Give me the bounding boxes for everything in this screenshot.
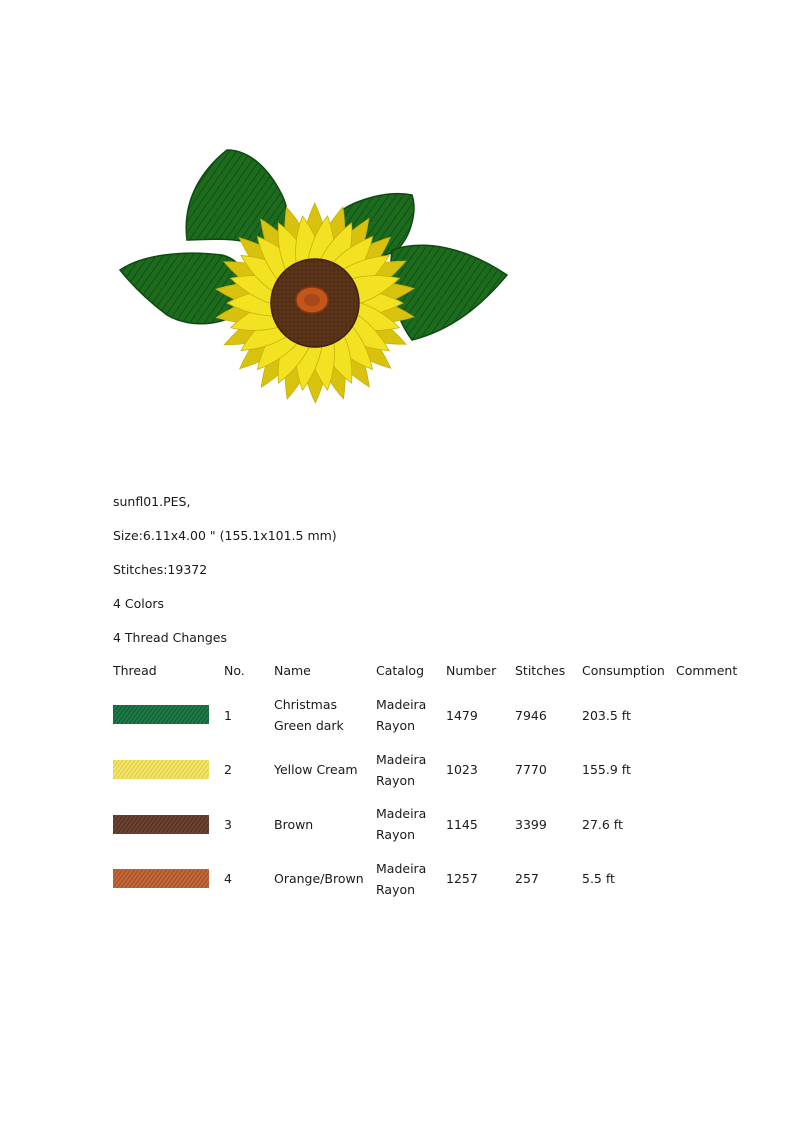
design-file-name: sunfl01.PES, (113, 494, 191, 509)
row-stitches: 7946 (515, 708, 547, 723)
row-consumption: 155.9 ft (582, 762, 631, 777)
row-consumption: 5.5 ft (582, 871, 615, 886)
leaf-right (391, 245, 507, 340)
row-catalog-line2: Rayon (376, 773, 416, 788)
header-name: Name (274, 663, 311, 678)
row-consumption: 203.5 ft (582, 708, 631, 723)
row-name-line1: Orange/Brown (274, 871, 364, 886)
row-stitches: 3399 (515, 817, 547, 832)
row-no: 1 (224, 708, 232, 723)
design-colors: 4 Colors (113, 596, 165, 611)
row-name-line1: Brown (274, 817, 314, 832)
row-number: 1023 (446, 762, 478, 777)
thread-swatch (113, 760, 209, 779)
row-stitches: 257 (515, 871, 539, 886)
design-size: Size:6.11x4.00 " (155.1x101.5 mm) (113, 528, 337, 543)
row-number: 1479 (446, 708, 478, 723)
header-comment: Comment (676, 663, 738, 678)
header-number: Number (446, 663, 497, 678)
row-no: 3 (224, 817, 232, 832)
design-thread-changes: 4 Thread Changes (113, 630, 227, 645)
row-catalog-line2: Rayon (376, 827, 416, 842)
row-number: 1257 (446, 871, 478, 886)
row-name-line2: Green dark (274, 718, 344, 733)
row-catalog-line1: Madeira (376, 697, 427, 712)
row-catalog-line1: Madeira (376, 861, 427, 876)
header-catalog: Catalog (376, 663, 425, 678)
design-stitches: Stitches:19372 (113, 562, 208, 577)
row-number: 1145 (446, 817, 478, 832)
row-name-line1: Christmas (274, 697, 338, 712)
thread-swatch (113, 705, 209, 724)
row-consumption: 27.6 ft (582, 817, 623, 832)
header-consumption: Consumption (582, 663, 665, 678)
thread-swatch (113, 815, 209, 834)
row-no: 2 (224, 762, 232, 777)
header-no: No. (224, 663, 245, 678)
header-thread: Thread (113, 663, 157, 678)
row-catalog-line1: Madeira (376, 752, 427, 767)
row-name-line1: Yellow Cream (274, 762, 358, 777)
sunflower-embroidery-design (112, 140, 512, 410)
thread-swatch (113, 869, 209, 888)
row-catalog-line2: Rayon (376, 718, 416, 733)
header-stitches: Stitches (515, 663, 566, 678)
row-catalog-line2: Rayon (376, 882, 416, 897)
sunflower-center-core (304, 294, 320, 306)
row-catalog-line1: Madeira (376, 806, 427, 821)
row-no: 4 (224, 871, 232, 886)
row-stitches: 7770 (515, 762, 547, 777)
